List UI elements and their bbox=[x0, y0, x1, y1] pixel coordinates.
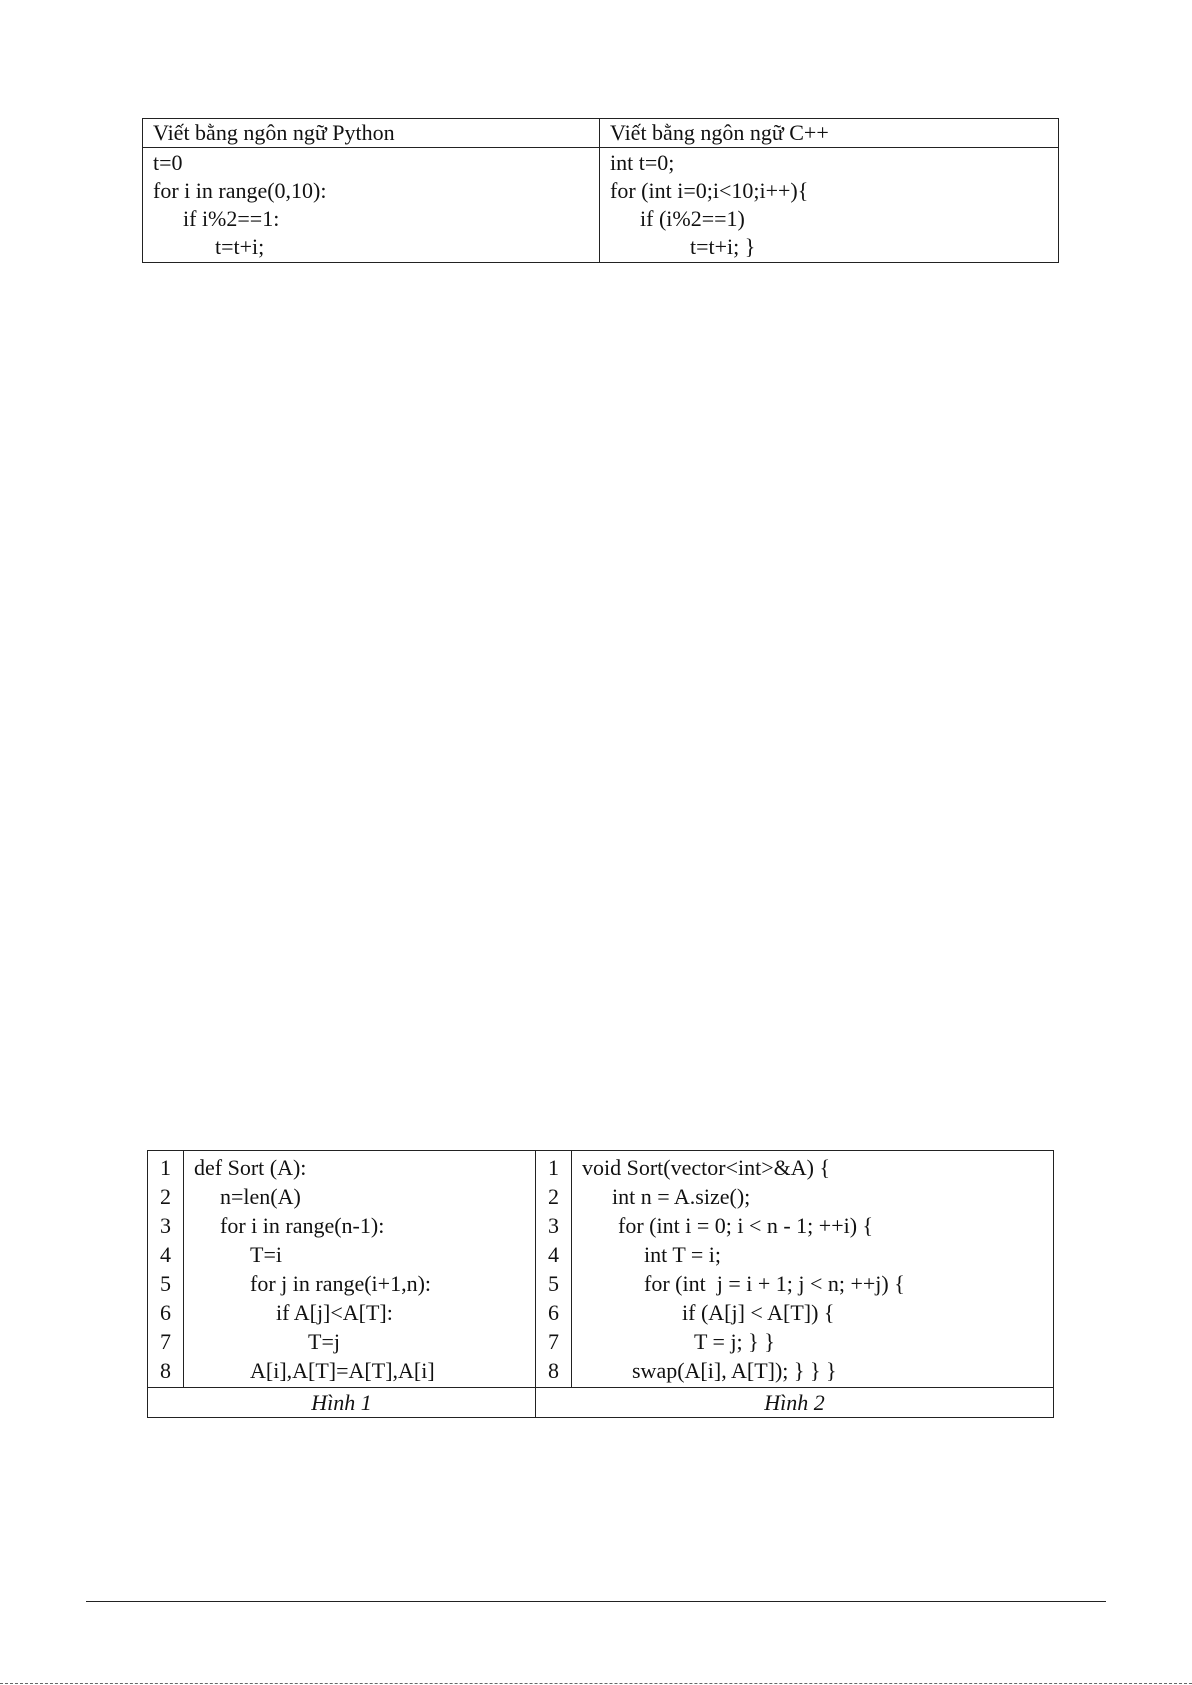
code-line: A[i],A[T]=A[T],A[i] bbox=[250, 1358, 435, 1383]
code-line: for j in range(i+1,n): bbox=[250, 1271, 432, 1296]
line-number: 4 bbox=[548, 1242, 559, 1267]
code-line: n=len(A) bbox=[220, 1184, 301, 1209]
figure-caption-2: Hình 2 bbox=[536, 1388, 1054, 1418]
line-number: 3 bbox=[160, 1213, 171, 1238]
line-number: 6 bbox=[160, 1300, 171, 1325]
line-number: 3 bbox=[548, 1213, 559, 1238]
line-number: 2 bbox=[160, 1184, 171, 1209]
line-number: 5 bbox=[548, 1271, 559, 1296]
code-line: int t=0; bbox=[610, 150, 675, 175]
cpp-code-cell bbox=[600, 148, 1059, 263]
line-number: 2 bbox=[548, 1184, 559, 1209]
code-line: t=t+i; bbox=[215, 234, 265, 259]
code-line: if (i%2==1) bbox=[640, 206, 745, 231]
code-line: T = j; } } bbox=[694, 1329, 775, 1354]
code-line: for (int i = 0; i < n - 1; ++i) { bbox=[618, 1213, 874, 1238]
code-line: for (int j = i + 1; j < n; ++j) { bbox=[644, 1271, 905, 1296]
footer-divider bbox=[86, 1601, 1106, 1602]
code-line: T=j bbox=[308, 1329, 340, 1354]
code-line: for i in range(0,10): bbox=[153, 178, 327, 203]
sort-code-row bbox=[148, 1151, 1054, 1388]
line-number: 6 bbox=[548, 1300, 559, 1325]
code-line: int T = i; bbox=[644, 1242, 721, 1267]
table-header-row bbox=[143, 119, 1059, 148]
table-code-row bbox=[143, 148, 1059, 263]
code-line: def Sort (A): bbox=[194, 1155, 307, 1180]
line-number: 5 bbox=[160, 1271, 171, 1296]
code-line: swap(A[i], A[T]); } } } bbox=[632, 1358, 837, 1383]
figure-caption-1: Hình 1 bbox=[148, 1388, 536, 1418]
line-number: 1 bbox=[548, 1155, 559, 1180]
caption-row bbox=[148, 1388, 1054, 1418]
line-number: 8 bbox=[160, 1358, 171, 1383]
cpp-sort-code bbox=[572, 1151, 1054, 1388]
code-line: void Sort(vector<int>&A) { bbox=[582, 1155, 831, 1180]
line-number: 7 bbox=[548, 1329, 559, 1354]
code-line: if (A[j] < A[T]) { bbox=[682, 1300, 835, 1325]
python-line-numbers bbox=[148, 1151, 184, 1388]
code-line: int n = A.size(); bbox=[612, 1184, 751, 1209]
code-line: T=i bbox=[250, 1242, 282, 1267]
code-line: for i in range(n-1): bbox=[220, 1213, 385, 1238]
code-line: if A[j]<A[T]: bbox=[276, 1300, 393, 1325]
line-number: 8 bbox=[548, 1358, 559, 1383]
python-column-header: Viết bằng ngôn ngữ Python bbox=[143, 119, 600, 148]
line-number: 4 bbox=[160, 1242, 171, 1267]
python-code-cell bbox=[143, 148, 600, 263]
sort-code-table bbox=[147, 1150, 1054, 1418]
code-line: if i%2==1: bbox=[183, 206, 280, 231]
python-sort-code bbox=[184, 1151, 536, 1388]
cpp-column-header: Viết bằng ngôn ngữ C++ bbox=[600, 119, 1059, 148]
code-line: t=0 bbox=[153, 150, 183, 175]
code-comparison-table bbox=[142, 118, 1059, 263]
code-line: for (int i=0;i<10;i++){ bbox=[610, 178, 809, 203]
cpp-line-numbers bbox=[536, 1151, 572, 1388]
code-line: t=t+i; } bbox=[690, 234, 756, 259]
page-bottom-edge bbox=[0, 1683, 1192, 1684]
line-number: 1 bbox=[160, 1155, 171, 1180]
line-number: 7 bbox=[160, 1329, 171, 1354]
